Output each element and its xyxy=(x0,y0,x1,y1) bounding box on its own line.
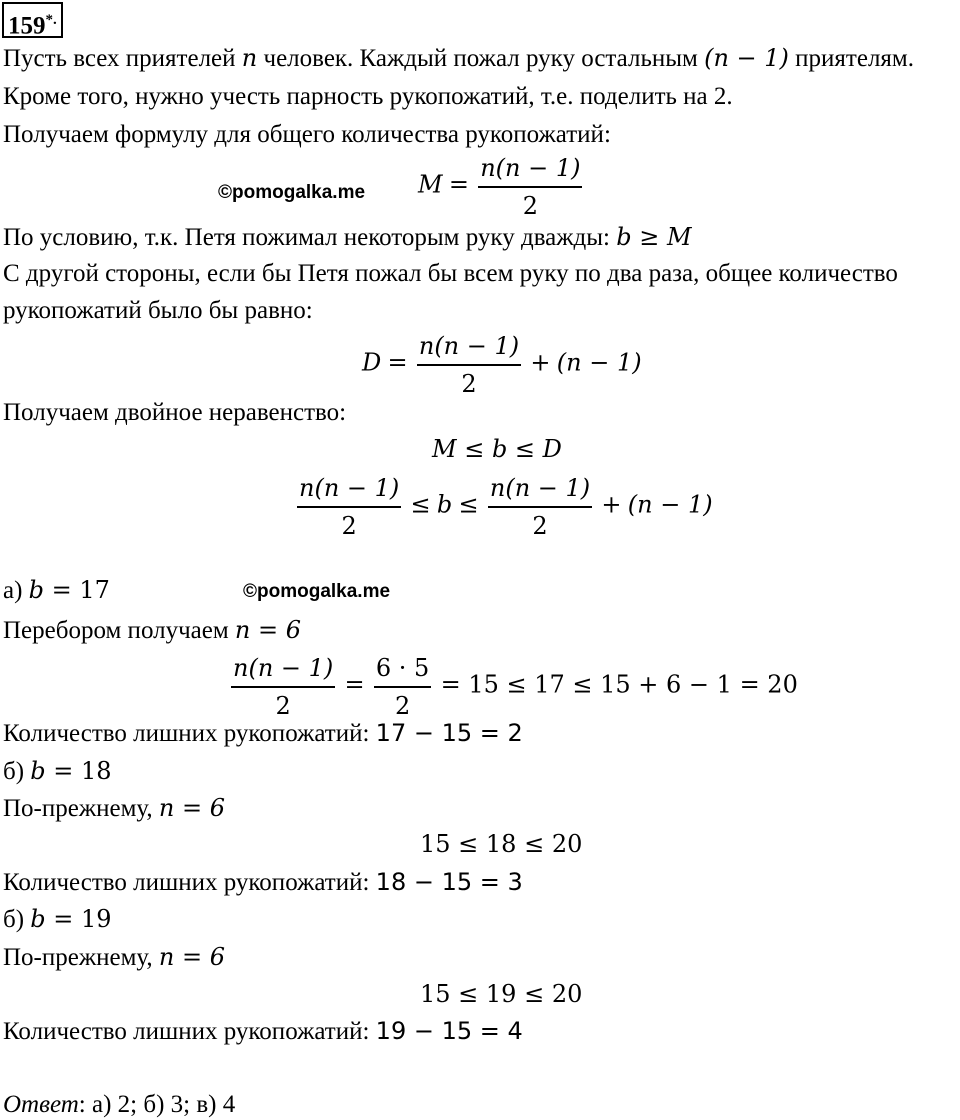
intro-line-3: Получаем формулу для общего количества рукопожатий: xyxy=(3,121,611,148)
part-a-value: 17 xyxy=(79,576,110,604)
extra-value: 19 − 15 = 4 xyxy=(375,1017,523,1045)
inequality-MbD xyxy=(432,434,562,465)
double-inequality-intro: Получаем двойное неравенство: xyxy=(3,399,347,426)
search-text: Перебором получаем xyxy=(3,617,235,644)
watermark-1: ©pomogalka.me xyxy=(218,182,366,203)
fraction-denominator: 2 xyxy=(394,692,411,720)
n-equals-6: n = 6 xyxy=(158,943,226,971)
fraction-general xyxy=(231,650,335,724)
fraction-denominator: 2 xyxy=(275,692,291,720)
intro-text-3: приятелям. xyxy=(788,45,914,72)
part-c-header xyxy=(3,904,112,935)
extra-label: Количество лишних рукопожатий: xyxy=(3,869,376,896)
answer-label: Ответ xyxy=(3,1091,79,1118)
symbol-M: M xyxy=(418,170,443,199)
inequality-text: 15 ≤ 19 ≤ 20 xyxy=(420,980,583,1008)
part-b-value: 18 xyxy=(81,757,112,785)
symbol-b: b xyxy=(436,490,453,519)
part-c-still xyxy=(3,942,225,973)
fraction-numerator: n(n − 1) xyxy=(488,470,592,508)
double-inequality xyxy=(294,470,713,544)
expr-n-minus-1: (n − 1) xyxy=(556,348,642,377)
var-n: n xyxy=(241,44,258,72)
answer-line xyxy=(3,1090,235,1120)
fraction-denominator: 2 xyxy=(522,192,538,220)
still-text: По-прежнему, xyxy=(3,944,159,971)
symbol-eq: = xyxy=(387,348,408,377)
problem-number xyxy=(2,2,63,38)
fraction-M xyxy=(478,150,582,224)
condition-line-3: рукопожатий было бы равно: xyxy=(3,297,313,324)
condition-line-1 xyxy=(3,222,692,253)
expr-n-minus-1: (n − 1) xyxy=(627,490,713,519)
symbol-D: D xyxy=(362,348,382,377)
symbol-le: ≤ xyxy=(458,490,479,519)
fraction-numerator: n(n − 1) xyxy=(231,650,335,688)
part-a-extra xyxy=(3,718,523,749)
n-equals-6: n = 6 xyxy=(158,794,226,822)
intro-text-1: Пусть всех приятелей xyxy=(3,45,242,72)
condition-inequality: b ≥ M xyxy=(616,223,692,251)
intro-line-1 xyxy=(3,43,914,74)
watermark-2: ©pomogalka.me xyxy=(243,581,391,602)
fraction-denominator: 2 xyxy=(341,512,357,540)
symbol-eq: = xyxy=(448,170,469,199)
part-c-label: б) xyxy=(3,906,31,933)
symbol-eq: = xyxy=(344,670,365,699)
formula-D xyxy=(362,328,642,402)
calculation-chain: = 15 ≤ 17 ≤ 15 + 6 − 1 = 20 xyxy=(440,670,798,699)
part-c-inequality xyxy=(420,979,582,1010)
extra-label: Количество лишних рукопожатий: xyxy=(3,720,376,747)
part-a-header xyxy=(3,575,110,606)
symbol-le: ≤ xyxy=(410,490,431,519)
intro-text-2: человек. Каждый пожал руку остальным xyxy=(257,45,705,72)
fraction-numeric xyxy=(374,650,431,724)
part-c-value: 19 xyxy=(81,905,112,933)
part-b-label: б) xyxy=(3,758,31,785)
fraction-left xyxy=(297,470,401,544)
part-a-calculation xyxy=(228,650,798,724)
symbol-plus: + xyxy=(601,490,622,519)
b-equals: b = xyxy=(28,576,80,604)
part-b-still xyxy=(3,793,225,824)
extra-value: 17 − 15 = 2 xyxy=(375,719,523,747)
expr-n-minus-1: (n − 1) xyxy=(704,44,789,72)
part-b-header xyxy=(3,756,112,787)
n-equals-6: n = 6 xyxy=(234,616,302,644)
fraction-right xyxy=(488,470,592,544)
b-equals: b = xyxy=(30,905,82,933)
fraction-numerator: n(n − 1) xyxy=(297,470,401,508)
intro-line-2: Кроме того, нужно учесть парность рукопожатий, т.е. поделить на 2. xyxy=(3,83,733,110)
part-b-inequality xyxy=(420,829,582,860)
still-text: По-прежнему, xyxy=(3,795,159,822)
part-a-label: а) xyxy=(3,577,29,604)
part-c-extra xyxy=(3,1016,523,1047)
fraction-denominator: 2 xyxy=(461,370,477,398)
fraction-numerator: 6 · 5 xyxy=(374,650,431,688)
extra-label: Количество лишних рукопожатий: xyxy=(3,1018,376,1045)
problem-mark: *. xyxy=(45,12,57,28)
extra-value: 18 − 15 = 3 xyxy=(375,868,523,896)
fraction-denominator: 2 xyxy=(532,512,548,540)
part-a-search xyxy=(3,615,301,646)
inequality-text: 15 ≤ 18 ≤ 20 xyxy=(420,830,583,858)
condition-text: По условию, т.к. Петя пожимал некоторым руку дважды: xyxy=(3,224,617,251)
condition-line-2: С другой стороны, если бы Петя пожал бы всем руку по два раза, общее количество xyxy=(3,260,898,287)
answer-text: : а) 2; б) 3; в) 4 xyxy=(78,1091,236,1118)
inequality-text: M ≤ b ≤ D xyxy=(432,435,562,463)
formula-M xyxy=(418,150,585,224)
symbol-plus: + xyxy=(530,348,551,377)
b-equals: b = xyxy=(30,757,82,785)
fraction-D xyxy=(417,328,521,402)
fraction-numerator: n(n − 1) xyxy=(417,328,521,366)
problem-number-text: 159 xyxy=(8,12,46,40)
part-b-extra xyxy=(3,867,523,898)
fraction-numerator: n(n − 1) xyxy=(478,150,582,188)
